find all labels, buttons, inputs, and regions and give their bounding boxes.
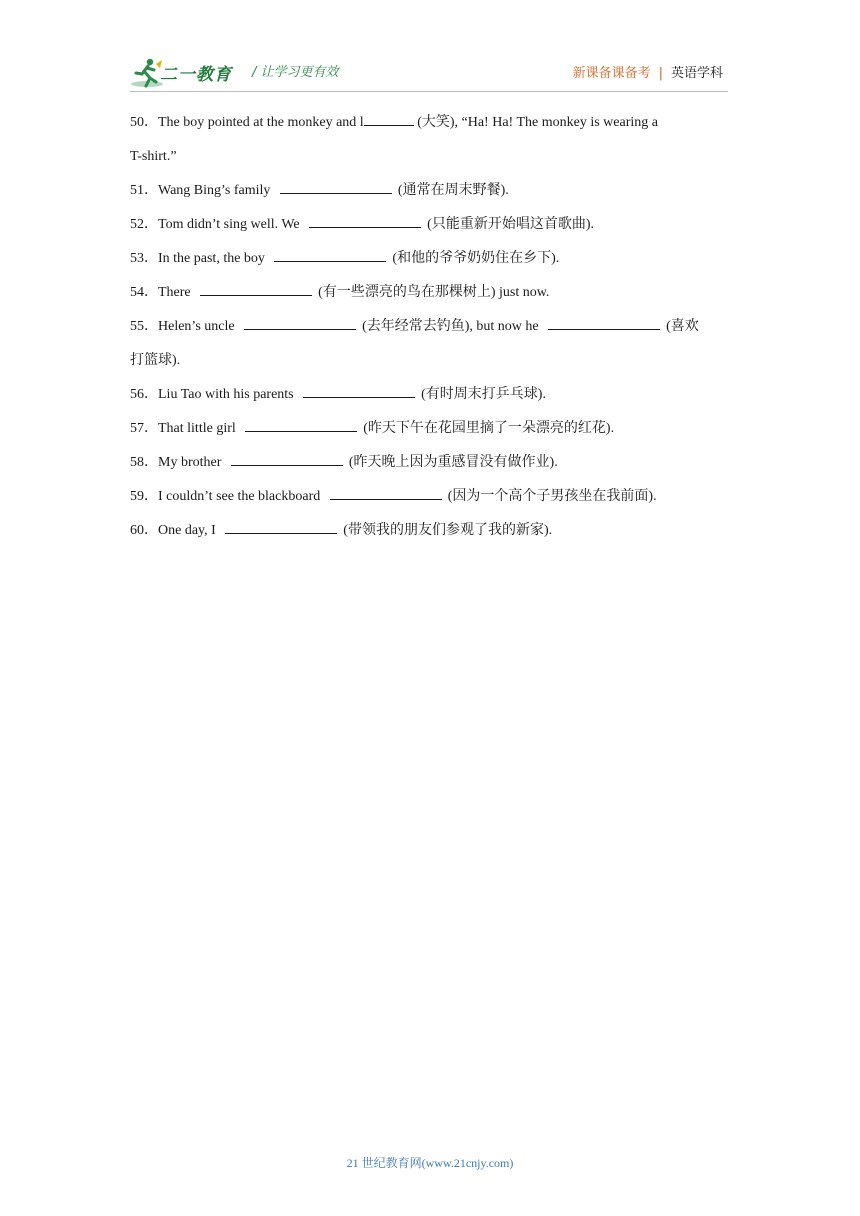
answer-blank[interactable] xyxy=(309,226,421,228)
question-text: In the past, the boy xyxy=(158,251,269,266)
answer-blank[interactable] xyxy=(200,294,312,296)
question-text: There xyxy=(158,285,195,300)
page-header xyxy=(0,0,860,100)
question-number: 59． xyxy=(130,489,158,504)
question-text: Liu Tao with his parents xyxy=(158,387,298,402)
question-text: 打篮球). xyxy=(130,353,181,368)
question-hint: (有时周末打乒乓球). xyxy=(421,387,546,402)
header-subject-area xyxy=(573,62,723,81)
answer-blank[interactable] xyxy=(245,430,357,432)
question-number: 56． xyxy=(130,387,158,402)
question-hint: (通常在周末野餐). xyxy=(397,183,509,198)
question-55 xyxy=(130,310,730,344)
question-54 xyxy=(130,276,730,310)
answer-blank[interactable] xyxy=(280,192,392,194)
question-number: 51． xyxy=(130,183,158,198)
question-number: 58． xyxy=(130,455,158,470)
question-number: 57． xyxy=(130,421,158,436)
logo-text: 二一教育 xyxy=(160,65,232,85)
subject-label: 英语学科 xyxy=(670,66,723,81)
question-text: One day, I xyxy=(158,523,220,538)
question-50-continuation xyxy=(130,140,730,174)
question-50 xyxy=(130,106,730,140)
question-number: 52． xyxy=(130,217,158,232)
question-60 xyxy=(130,514,730,548)
running-man-icon xyxy=(130,56,164,90)
slogan: / 让学习更有效 xyxy=(252,65,339,80)
header-separator: | xyxy=(658,66,663,81)
answer-blank[interactable] xyxy=(330,498,442,500)
answer-blank[interactable] xyxy=(303,396,415,398)
question-hint: (昨天下午在花园里摘了一朵漂亮的红花). xyxy=(363,421,615,436)
question-hint: (去年经常去钓鱼), but now he xyxy=(362,319,543,334)
question-text: I couldn’t see the blackboard xyxy=(158,489,324,504)
answer-blank[interactable] xyxy=(231,464,343,466)
answer-blank[interactable] xyxy=(364,124,414,126)
question-text: Wang Bing’s family xyxy=(158,183,274,198)
question-hint: (有一些漂亮的鸟在那棵树上) just now. xyxy=(318,285,550,300)
question-number: 53． xyxy=(130,251,158,266)
question-55-continuation xyxy=(130,344,730,378)
header-divider xyxy=(130,91,728,92)
question-text: Tom didn’t sing well. We xyxy=(158,217,304,232)
answer-blank[interactable] xyxy=(274,260,386,262)
question-hint: (带领我的朋友们参观了我的新家). xyxy=(343,523,553,538)
answer-blank[interactable] xyxy=(225,532,337,534)
question-52 xyxy=(130,208,730,242)
question-number: 60． xyxy=(130,523,158,538)
question-hint: (昨天晚上因为重感冒没有做作业). xyxy=(348,455,558,470)
question-text: The boy pointed at the monkey and l xyxy=(158,115,364,130)
question-number: 50． xyxy=(130,115,158,130)
brand-logo xyxy=(130,56,240,90)
question-number: 55． xyxy=(130,319,158,334)
question-53 xyxy=(130,242,730,276)
question-hint: (只能重新开始唱这首歌曲). xyxy=(427,217,594,232)
question-hint: (大笑), “Ha! Ha! The monkey is wearing a xyxy=(413,115,658,130)
question-58 xyxy=(130,446,730,480)
page-footer: 21 世纪教育网(www.21cnjy.com) xyxy=(346,1156,514,1170)
question-hint: (和他的爷爷奶奶住在乡下). xyxy=(392,251,560,266)
question-51 xyxy=(130,174,730,208)
answer-blank-2[interactable] xyxy=(548,328,660,330)
course-label: 新课备课备考 xyxy=(572,66,651,81)
question-list xyxy=(130,106,730,548)
question-59 xyxy=(130,480,730,514)
question-hint: (因为一个高个子男孩坐在我前面). xyxy=(447,489,657,504)
question-text: That little girl xyxy=(158,421,240,436)
question-hint-2: (喜欢 xyxy=(666,319,699,334)
question-number: 54． xyxy=(130,285,158,300)
question-text: T-shirt.” xyxy=(130,149,177,164)
question-56 xyxy=(130,378,730,412)
question-text: My brother xyxy=(158,455,225,470)
question-text: Helen’s uncle xyxy=(158,319,239,334)
question-57 xyxy=(130,412,730,446)
answer-blank[interactable] xyxy=(244,328,356,330)
